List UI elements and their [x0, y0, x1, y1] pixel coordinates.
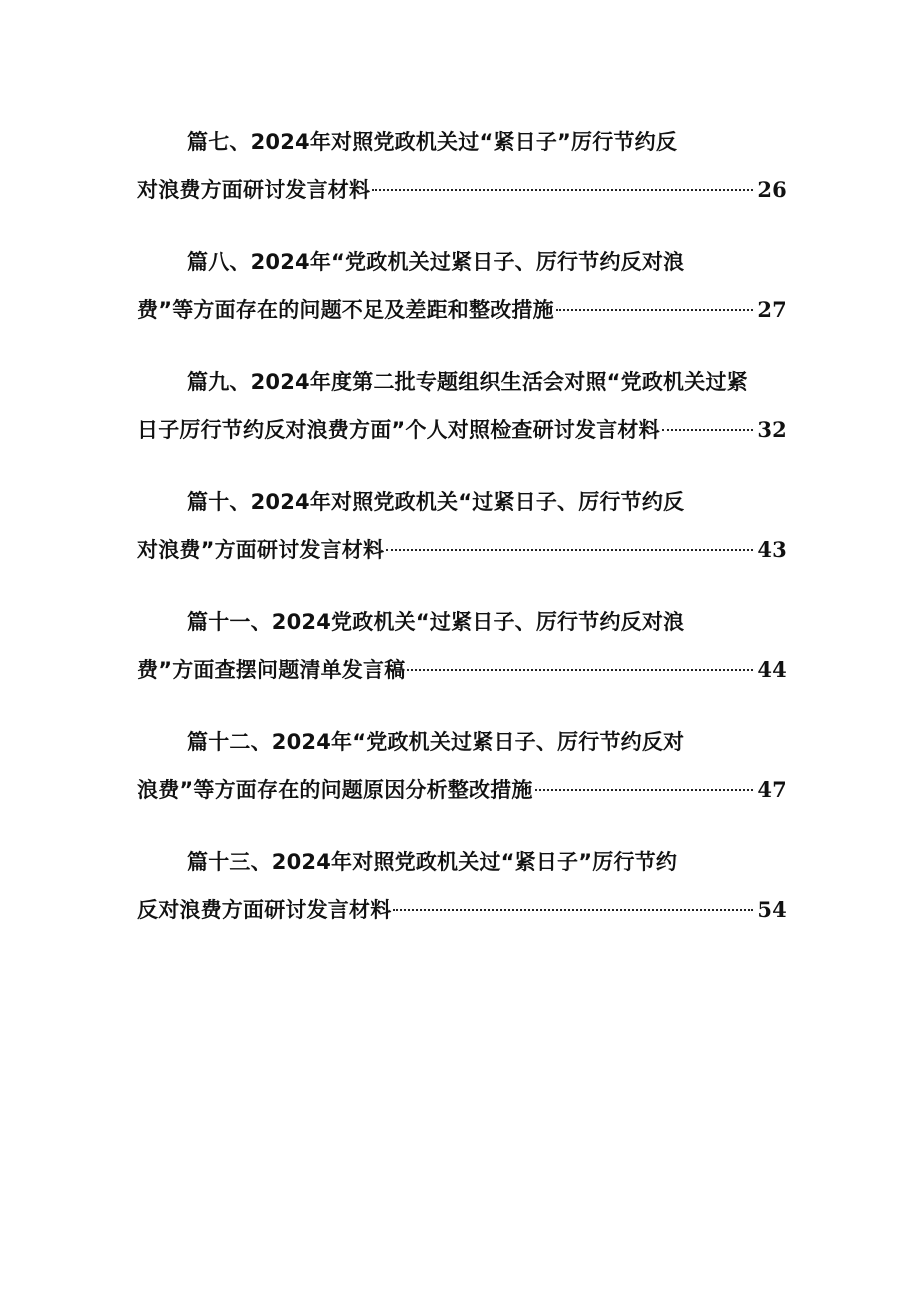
toc-entry[interactable]: [137, 358, 787, 454]
dot-leader: [535, 789, 754, 791]
toc-entry-title: 篇十二、2024年“党政机关过紧日子、厉行节约反对: [187, 730, 685, 754]
toc-entry-continuation: [137, 766, 787, 814]
toc-entry[interactable]: [137, 718, 787, 814]
toc-entry-title-tail: 对浪费”方面研讨发言材料: [137, 538, 385, 562]
toc-entry-continuation: [137, 886, 787, 934]
dot-leader: [393, 909, 753, 911]
toc-entry-title: 篇九、2024年度第二批专题组织生活会对照“党政机关过紧: [187, 370, 748, 394]
toc-entry-continuation: [137, 286, 787, 334]
toc-entry-continuation: [137, 166, 787, 214]
dot-leader: [407, 669, 753, 671]
toc-entry-title: 篇十三、2024年对照党政机关过“紧日子”厉行节约: [187, 850, 678, 874]
toc-page-number: 43: [757, 537, 787, 562]
toc-page-number: 54: [757, 897, 787, 922]
table-of-contents: [137, 118, 787, 958]
dot-leader: [372, 189, 753, 191]
dot-leader: [556, 309, 754, 311]
toc-page-number: 26: [757, 177, 787, 202]
toc-entry[interactable]: [137, 238, 787, 334]
toc-page-number: 44: [757, 657, 787, 682]
toc-entry-title-tail: 费”等方面存在的问题不足及差距和整改措施: [137, 298, 554, 322]
toc-entry-continuation: [137, 406, 787, 454]
dot-leader: [386, 549, 753, 551]
toc-entry[interactable]: [137, 118, 787, 214]
toc-entry-title: 篇七、2024年对照党政机关过“紧日子”厉行节约反: [187, 130, 678, 154]
dot-leader: [662, 429, 754, 431]
toc-entry[interactable]: [137, 838, 787, 934]
toc-entry-title: 篇八、2024年“党政机关过紧日子、厉行节约反对浪: [187, 250, 685, 274]
toc-entry-title: 篇十、2024年对照党政机关“过紧日子、厉行节约反: [187, 490, 685, 514]
toc-page-number: 27: [757, 297, 787, 322]
toc-entry-title: 篇十一、2024党政机关“过紧日子、厉行节约反对浪: [187, 610, 685, 634]
toc-page-number: 32: [757, 417, 787, 442]
toc-entry-continuation: [137, 646, 787, 694]
toc-entry-continuation: [137, 526, 787, 574]
toc-entry-title-tail: 费”方面查摆问题清单发言稿: [137, 658, 406, 682]
toc-entry[interactable]: [137, 598, 787, 694]
toc-entry-title-tail: 浪费”等方面存在的问题原因分析整改措施: [137, 778, 533, 802]
toc-page-number: 47: [757, 777, 787, 802]
toc-entry-title-tail: 对浪费方面研讨发言材料: [137, 178, 371, 202]
toc-entry-title-tail: 反对浪费方面研讨发言材料: [137, 898, 392, 922]
toc-entry[interactable]: [137, 478, 787, 574]
toc-entry-title-tail: 日子厉行节约反对浪费方面”个人对照检查研讨发言材料: [137, 418, 660, 442]
